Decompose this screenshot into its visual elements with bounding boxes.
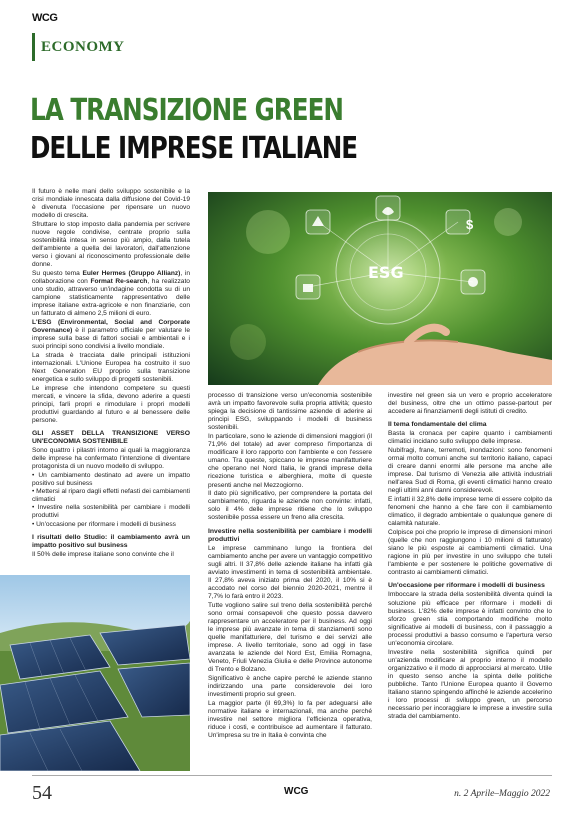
- paragraph: L'ESG (Environmental, Social and Corporate Governance) è il parametro ufficiale per valutare le imprese sulla base di fattori sociali e ambientali e i suoi principi sono condivisi a livello mondiale.: [32, 319, 190, 351]
- subheading: GLI ASSET DELLA TRANSIZIONE VERSO UN'ECONOMIA SOSTENIBILE: [32, 430, 190, 446]
- title-line-2: DELLE IMPRESE ITALIANE: [30, 131, 358, 166]
- paragraph: Il 50% delle imprese italiane sono convinte che il: [32, 550, 174, 558]
- article-column-1: [32, 188, 190, 559]
- subheading: Il tema fondamentale del clima: [388, 421, 487, 429]
- paragraph: processo di transizione verso un'economia sostenibile avrà un impatto favorevole sulla propria attività; questo spiega la decisione di tantissime aziende di aderire ai principi ESG, sviluppando i modelli di business sostenibili.: [208, 392, 372, 432]
- article-column-3: [388, 392, 552, 722]
- section-header: [32, 32, 125, 62]
- article-title: [30, 92, 550, 168]
- section-label: ECONOMY: [41, 38, 125, 55]
- paragraph: La maggior parte (il 69,3%) lo fa per adeguarsi alle normative italiane e internazionali, ma anche perché investire nel settore migliora l'efficienza operativa, riduce i costi, e contribuisce ad aumentare il fatturato. Un'impresa su tre in Italia è convinta che: [208, 699, 372, 740]
- hero-esg-badge: ESG: [368, 263, 404, 282]
- paragraph: La strada è tracciata dalle principali istituzioni internazionali. L'Unione Europea ha costruito il suo Next Generation EU proprio sulla transizione energetica e sullo sviluppo di progetti sostenibili.: [32, 351, 190, 384]
- paragraph: Il futuro è nelle mani dello sviluppo sostenibile e la crisi mondiale innescata dalla diffusione del Covid-19 è divenuta l'occasione per ripensare un nuovo modello di crescita.: [32, 188, 190, 220]
- paragraph: In particolare, sono le aziende di dimensioni maggiori (il 71,9% del totale) ad aver compreso l'importanza di modificare il loro rapporto con l'ambiente e con l'essere umano. Tra queste, spiccano le imprese manifatturiere che operano nel Nord Italia, le grandi imprese della ricezione turistica e alberghiera, molte di queste presenti anche nel Mezzogiorno.: [208, 432, 372, 489]
- issue-info: n. 2 Aprile–Maggio 2022: [454, 789, 550, 799]
- hero-image-esg-hand: [208, 192, 552, 385]
- paragraph: Basta la cronaca per capire quanto i cambiamenti climatici incidano sullo sviluppo delle imprese.: [388, 430, 552, 446]
- section-bar: [32, 33, 35, 61]
- paragraph: Le imprese camminano lungo la frontiera del cambiamento anche per avere un vantaggio competitivo sugli altri. Il 37,8% delle aziende italiane ha infatti già avviato investimenti in tema di sostenibilità ambientale. Il 27,8% aveva iniziato prima del 2020, il 10% si è accodato nel corso del biennio 2020-2021, mentre il 7,7% lo farà entro il 2023.: [208, 544, 372, 601]
- bullet-list: [32, 472, 190, 529]
- paragraph: Le imprese che intendono competere su questi mercati, e vincere la sfida, devono aderire a questi principi, farli propri e rimodulare i propri modelli produttivi guardando al futuro e al benessere delle persone.: [32, 384, 190, 425]
- subheading: I risultati dello Studio: il cambiamento avrà un impatto positivo sul business: [32, 533, 190, 549]
- paragraph: Nubifragi, frane, terremoti, inondazioni: sono fenomeni ormai molto comuni anche sul territorio italiano, capaci di creare danni enormi alle persone ma anche alle imprese. Dal turismo di Venezia alle attività industriali nell'area Sud di Roma, gli eventi climatici hanno creato negli ultimi anni danni considerevoli.: [388, 446, 552, 495]
- list-item: • Investire nella sostenibilità per cambiare i modelli produttivi: [32, 504, 190, 520]
- article-column-2: [208, 392, 372, 741]
- magazine-logo: WCG: [32, 12, 58, 24]
- paragraph: Il dato più significativo, per comprendere la portata del cambiamento, riguarda le aziende non convinte: infatti, solo il 4% delle imprese ritiene che lo sviluppo sostenibile possa essere un freno alla crescita.: [208, 490, 372, 522]
- paragraph: Colpisce poi che proprio le imprese di dimensioni minori (quelle che non raggiungono i 10 milioni di fatturato) siano le più esposte ai cambiamenti climatici. Una ragione in più per investire in uno sviluppo che tuteli l'ambiente e per sostenere le politiche governative di contrasto ai cambiamenti climatici.: [388, 528, 552, 577]
- list-item: • Un cambiamento destinato ad avere un impatto positivo sul business: [32, 472, 190, 488]
- footer-logo: WCG: [284, 786, 309, 797]
- paragraph: E infatti il 32,8% delle imprese teme di essere colpito da fenomeni che hanno a che fare con il cambiamento climatico, il degrado ambientale o qualunque genere di calamità naturale.: [388, 496, 552, 528]
- subheading: Investire nella sostenibilità per cambiare i modelli produttivi: [208, 527, 372, 543]
- paragraph: Su questo tema Euler Hermes (Gruppo Allianz), in collaborazione con Format Re-search, ha realizzato uno studio, attraverso un'indagine condotta su di un campione statisticamente rappresentativo delle imprese italiane extra-agricole e non finanziarie, con un fatturato di almeno 2,5 milioni di euro.: [32, 269, 190, 318]
- paragraph: Significativo è anche capire perché le aziende stanno indirizzando una parte considerevole dei loro investimenti proprio sul green.: [208, 675, 372, 699]
- paragraph: investire nel green sia un vero e proprio acceleratore del business, oltre che un ottimo passe-partout per accedere ai finanziamenti degli istituti di credito.: [388, 392, 552, 416]
- subheading: Un'occasione per riformare i modelli di business: [388, 582, 545, 590]
- paragraph: Imboccare la strada della sostenibilità diventa quindi la soluzione più efficace per riformare i modelli di business. L'82% delle imprese è infatti convinto che lo sforzo green stia comportando modifiche molto significative ai modelli di business, con il passaggio a processi produttivi a basso consumo e l'apertura verso un'economia circolare.: [388, 591, 552, 648]
- paragraph: Sfruttare lo stop imposto dalla pandemia per scrivere nuove regole condivise, centrate proprio sulla sostenibilità intesa in senso più ampio, dalla tutela dell'ambiente a quella dei lavoratori, dall'attenzione verso i giovani al riconoscimento professionale delle donne.: [32, 220, 190, 269]
- list-item: • Mettersi al riparo dagli effetti nefasti dei cambiamenti climatici: [32, 488, 190, 504]
- page-number: 54: [32, 782, 52, 804]
- svg-text:$: $: [466, 217, 474, 232]
- solar-panels-image: [0, 575, 190, 771]
- list-item: • Un'occasione per riformare i modelli di business: [32, 521, 190, 529]
- paragraph: Tutte vogliono salire sul treno della sostenibilità perché sono ormai consapevoli che questo possa davvero rappresentare un acceleratore per il business. Ad oggi le imprese più avanzate in tema di stanziamenti sono quelle manifatturiere, del turismo e dei servizi alle imprese. A livello territoriale, sono ad oggi in fase avanzata le aziende del Nord Est, Emilia Romagna, Veneto, Friuli Venezia Giulia e delle Province autonome di Trento e Bolzano.: [208, 601, 372, 674]
- paragraph: Investire nella sostenibilità significa quindi per un'azienda modificare al proprio interno il modello organizzativo e il modo di approcciarsi al mercato. Utile in questo senso anche la spinta delle politiche pubbliche. Tanto l'Unione Europea quanto il Governo Italiano stanno spingendo affinché le aziende accelerino i loro processi di sviluppo green, un percorso necessario per incoraggiare le imprese a investire sulla strada del cambiamento.: [388, 648, 552, 721]
- paragraph: Sono quattro i pilastri intorno ai quali la maggioranza delle imprese ha confermato l'intenzione di diventare protagonista di un nuovo modello di sviluppo.: [32, 447, 190, 471]
- footer-divider: [32, 775, 552, 776]
- title-line-1: LA TRANSIZIONE GREEN: [30, 93, 344, 128]
